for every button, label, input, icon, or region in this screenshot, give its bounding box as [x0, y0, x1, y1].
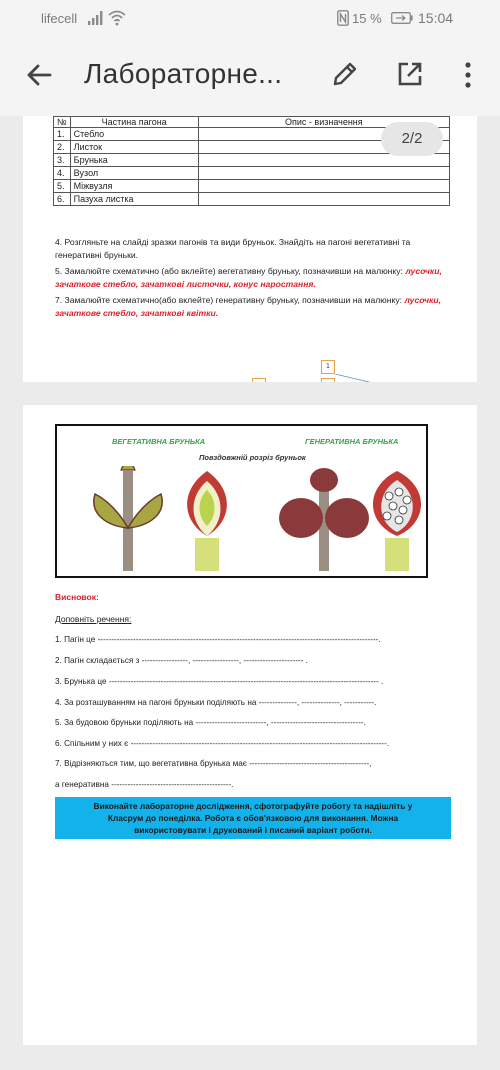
label-marker-1: 1 — [321, 360, 335, 374]
row-number: 3. — [54, 154, 71, 167]
bud-figure — [55, 424, 428, 578]
page-indicator: 2/2 — [381, 122, 443, 156]
row-number: 4. — [54, 167, 71, 180]
row-description — [198, 180, 449, 193]
row-part-name: Листок — [70, 141, 198, 154]
signal-icon — [88, 11, 104, 25]
banner-line: Класрум до понеділка. Робота є обов'язковою для виконання. Можна — [107, 813, 399, 823]
figure-subtitle: Повздовжній розріз бруньок — [199, 453, 306, 462]
table-row — [54, 154, 450, 167]
battery-percent: 15 % — [352, 11, 382, 26]
row-number: 2. — [54, 141, 71, 154]
task-list — [55, 236, 455, 323]
row-number: 6. — [54, 193, 71, 206]
conclusion-title: Висновок: — [55, 592, 99, 602]
row-description — [198, 167, 449, 180]
document-title: Лабораторне... — [84, 58, 283, 89]
task-7-terms: лусочки, зачаткове стебло, зачаткові квітки. — [55, 295, 442, 318]
document-page-2[interactable] — [23, 405, 477, 1045]
task-5-text: 5. Замалюйте схематично (або вклейте) вегетативну бруньку, позначивши на малюнку: — [55, 266, 406, 276]
carrier-name: lifecell — [41, 11, 78, 26]
task-4: 4. Розгляньте на слайді зразки пагонів та види бруньок. Знайдіть на пагоні вегетативні та генеративні бруньки. — [55, 237, 411, 260]
generative-bud-label: ГЕНЕРАТИВНА БРУНЬКА — [305, 437, 399, 446]
label-marker — [321, 378, 335, 382]
sentence-7-continued: а генеративна --------------------------------------------. — [55, 780, 234, 789]
row-number: 5. — [54, 180, 71, 193]
row-description — [198, 193, 449, 206]
row-part-name: Пазуха листка — [70, 193, 198, 206]
label-marker — [252, 378, 266, 382]
sentence-4: 4. За розташуванням на пагоні бруньки поділяють на --------------, --------------, -----------. — [55, 698, 377, 707]
table-row — [54, 180, 450, 193]
task-5-terms: лусочки, зачаткове стебло, зачаткові листочки, конус наростання. — [55, 266, 442, 289]
status-bar — [0, 0, 500, 38]
clock: 15:04 — [418, 10, 454, 26]
sentence-5: 5. За будовою бруньки поділяють на --------------------------, ----------------------------------. — [55, 718, 366, 727]
nfc-icon — [337, 10, 349, 26]
bud-illustration — [57, 466, 426, 576]
row-part-name: Вузол — [70, 167, 198, 180]
task-5 — [55, 265, 455, 291]
table-header-cell: Опис - визначення — [198, 117, 449, 128]
sentence-3: 3. Брунька це --------------------------------------------------------------------------------------------------- . — [55, 677, 384, 686]
table-row — [54, 167, 450, 180]
edit-pencil-icon[interactable] — [331, 60, 359, 88]
open-external-icon[interactable] — [396, 60, 424, 88]
row-part-name: Стебло — [70, 128, 198, 141]
wifi-icon — [108, 10, 126, 26]
app-bar — [0, 38, 500, 116]
task-7 — [55, 294, 455, 320]
instructions-banner — [55, 797, 451, 839]
table-header-cell: № — [54, 117, 71, 128]
sentence-7: 7. Відрізняються тим, що вегетативна брунька має --------------------------------------------, — [55, 759, 372, 768]
back-arrow-icon[interactable] — [24, 60, 54, 90]
more-vert-icon[interactable] — [460, 60, 476, 90]
row-part-name: Брунька — [70, 154, 198, 167]
task-7-text: 7. Замалюйте схематично(або вклейте) генеративну бруньку, позначивши на малюнку: — [55, 295, 405, 305]
banner-line: використовувати і друкований і писаний варіант роботи. — [134, 825, 372, 835]
battery-icon — [391, 12, 413, 24]
vegetative-bud-label: ВЕГЕТАТИВНА БРУНЬКА — [112, 437, 206, 446]
row-part-name: Міжвузля — [70, 180, 198, 193]
sentence-1: 1. Пагін це -------------------------------------------------------------------------------------------------------. — [55, 635, 381, 644]
sentence-6: 6. Спільним у них є ----------------------------------------------------------------------------------------------. — [55, 739, 390, 748]
row-number: 1. — [54, 128, 71, 141]
table-row — [54, 193, 450, 206]
pointer-line — [335, 374, 375, 382]
sentence-2: 2. Пагін складається з -----------------, -----------------, ---------------------- . — [55, 656, 308, 665]
complete-sentences-instruction: Доповніть речення: — [55, 614, 132, 624]
banner-line: Виконайте лабораторне дослідження, сфотографуйте роботу та надішліть у — [93, 801, 413, 811]
table-header-cell: Частина пагона — [70, 117, 198, 128]
